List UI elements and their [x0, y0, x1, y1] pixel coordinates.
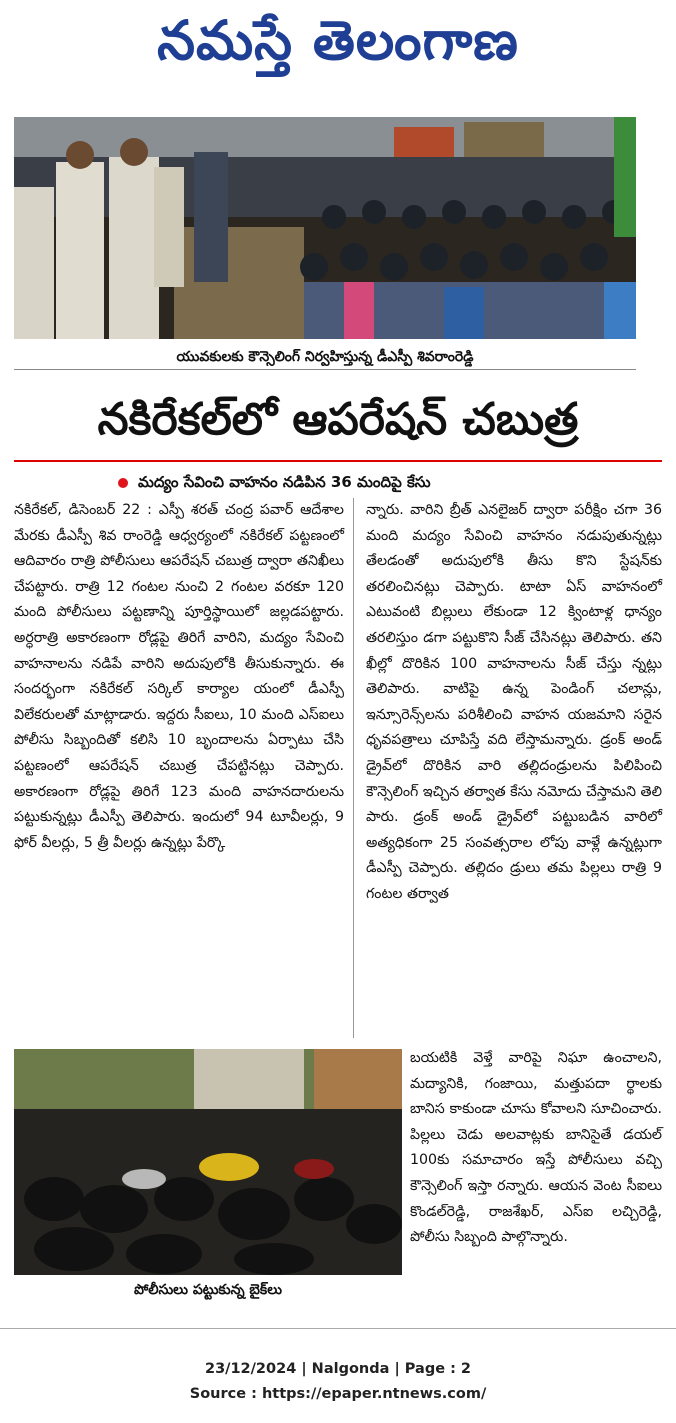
article-subheadline [118, 470, 638, 494]
article-column-1: నకిరేకల్, డిసెంబర్ 22 : ఎస్పీ శరత్ చంద్ర పవార్ ఆదేశాల మేరకు డీఎస్పీ శివ రాంరెడ్డి ఆధ్వర్యంలో నకిరేకల్ పట్టణంలో ఆదివారం రాత్రి పోలీసులు ఆపరేషన్ చబుత్ర ద్వారా తనిఖీలు చేపట్టారు. రాత్రి 12 గంటల నుంచి 2 గంటల వరకూ 120 మంది పోలీసులు పట్టణాన్ని పూర్తిస్థాయిలో జల్లడపట్టారు. అర్ధరాత్రి అకారణంగా రోడ్లపై తిరిగే వారిని, మద్యం సేవించి వాహనాలను నడిపే వారిని అదుపులోకి తీసుకున్నారు. ఈ సందర్భంగా నకిరేకల్ సర్కిల్ కార్యాల యంలో డీఎస్పీ విలేకరులతో మాట్లాడారు. ఇద్దరు సీఐలు, 10 మంది ఎస్ఐలు పోలీసు సిబ్బందితో కలిసి 10 బృందాలను ఏర్పాటు చేసి పట్టణంలో ఆపరేషన్ చబుత్ర చేపట్టినట్లు చెప్పారు. అకారణంగా రోడ్లపై తిరిగే 123 మంది వాహనదారులను పట్టుకున్నట్లు డీఎస్పీ తెలిపారు. ఇందులో 94 టూవీలర్లు, 9 ఫోర్ వీలర్లు, 5 త్రీ వీలర్లు ఉన్నట్లు పేర్కొ [14, 502, 344, 851]
article-column-3: బయటికి వెళ్తే వారిపై నిఘా ఉంచాలని, మద్యానికి, గంజాయి, మత్తుపదా ర్థాలకు బానిస కాకుండా చూసు కోవాలని సూచించారు. పిల్లలు చెడు అలవాట్లకు బానిసైతే డయల్ 100కు సమాచారం ఇస్తే పోలీసులు వచ్చి కౌన్సెలింగ్ ఇస్తా రన్నారు. ఆయన వెంట సీఐలు కొండల్‌రెడ్డి, రాజశేఖర్, ఎస్ఐ లచ్చిరెడ్డి, పోలీసు సిబ్బంది పాల్గొన్నారు. [410, 1050, 662, 1246]
article-column-2: న్నారు. వారిని బ్రీత్ ఎనలైజర్ ద్వారా పరీక్షిం చగా 36 మంది మద్యం సేవించి వాహనం నడుపుతున్నట్లు తేలడంతో అదుపులోకి తీసు కొని స్టేషన్‌కు తరలించినట్లు చెప్పారు. టాటా ఏస్ వాహనంలో ఎటువంటి బిల్లులు లేకుండా 12 క్వింటాళ్ల ధాన్యం తరలిస్తుం డగా పట్టుకొని సీజ్ చేసినట్లు తెలిపారు. తని ఖీల్లో దొరికిన 100 వాహనాలను సీజ్ చేస్తు న్నట్లు తెలిపారు. వాటిపై ఉన్న పెండింగ్ చలాన్లు, ఇన్సూరెన్స్‌లను పరిశీలించి వాహన యజమాని సరైన ధృవపత్రాలు చూపిస్తే వది లేస్తామన్నారు. డ్రంక్ అండ్ డ్రైవ్‌లో దొరికిన వారి తల్లిదండ్రులను పిలిపించి కౌన్సెలింగ్ ఇచ్చిన తర్వాత కేసు నమోదు చేస్తామని తెలి పారు. డ్రంక్ అండ్ డ్రైవ్‌లో పట్టుబడిన వారిలో అత్యధికంగా 25 సంవత్సరాల లోపు వాళ్లే ఉన్నట్లుగా డీఎస్పీ చెప్పారు. తల్లిదం డ్రులు తమ పిల్లలు రాత్రి 9 గంటల తర్వాత [366, 502, 662, 902]
footer-dateline: 23/12/2024 | Nalgonda | Page : 2 [204, 1361, 472, 1377]
counseling-photo-caption: యువకులకు కౌన్సెలింగ్ నిర్వహిస్తున్న డీఎస్పీ శివరాంరెడ్డి [14, 345, 636, 370]
footer-rule [0, 1328, 676, 1329]
subheadline-text: మద్యం సేవించి వాహనం నడిపిన 36 మందిపై కేసు [138, 473, 431, 491]
column-divider [353, 498, 354, 1038]
seized-bikes-photo [14, 1049, 402, 1275]
bullet-icon [118, 478, 128, 488]
footer-source: Source : https://epaper.ntnews.com/ [189, 1386, 487, 1402]
seized-bikes-photo-caption: పోలీసులు పట్టుకున్న బైక్‌లు [133, 1282, 283, 1298]
counseling-photo [14, 117, 636, 339]
newspaper-masthead: నమస్తే తెలంగాణ [157, 9, 519, 72]
article-headline: నకిరేకల్‌లో ఆపరేషన్ చబుత్ర [14, 380, 662, 462]
